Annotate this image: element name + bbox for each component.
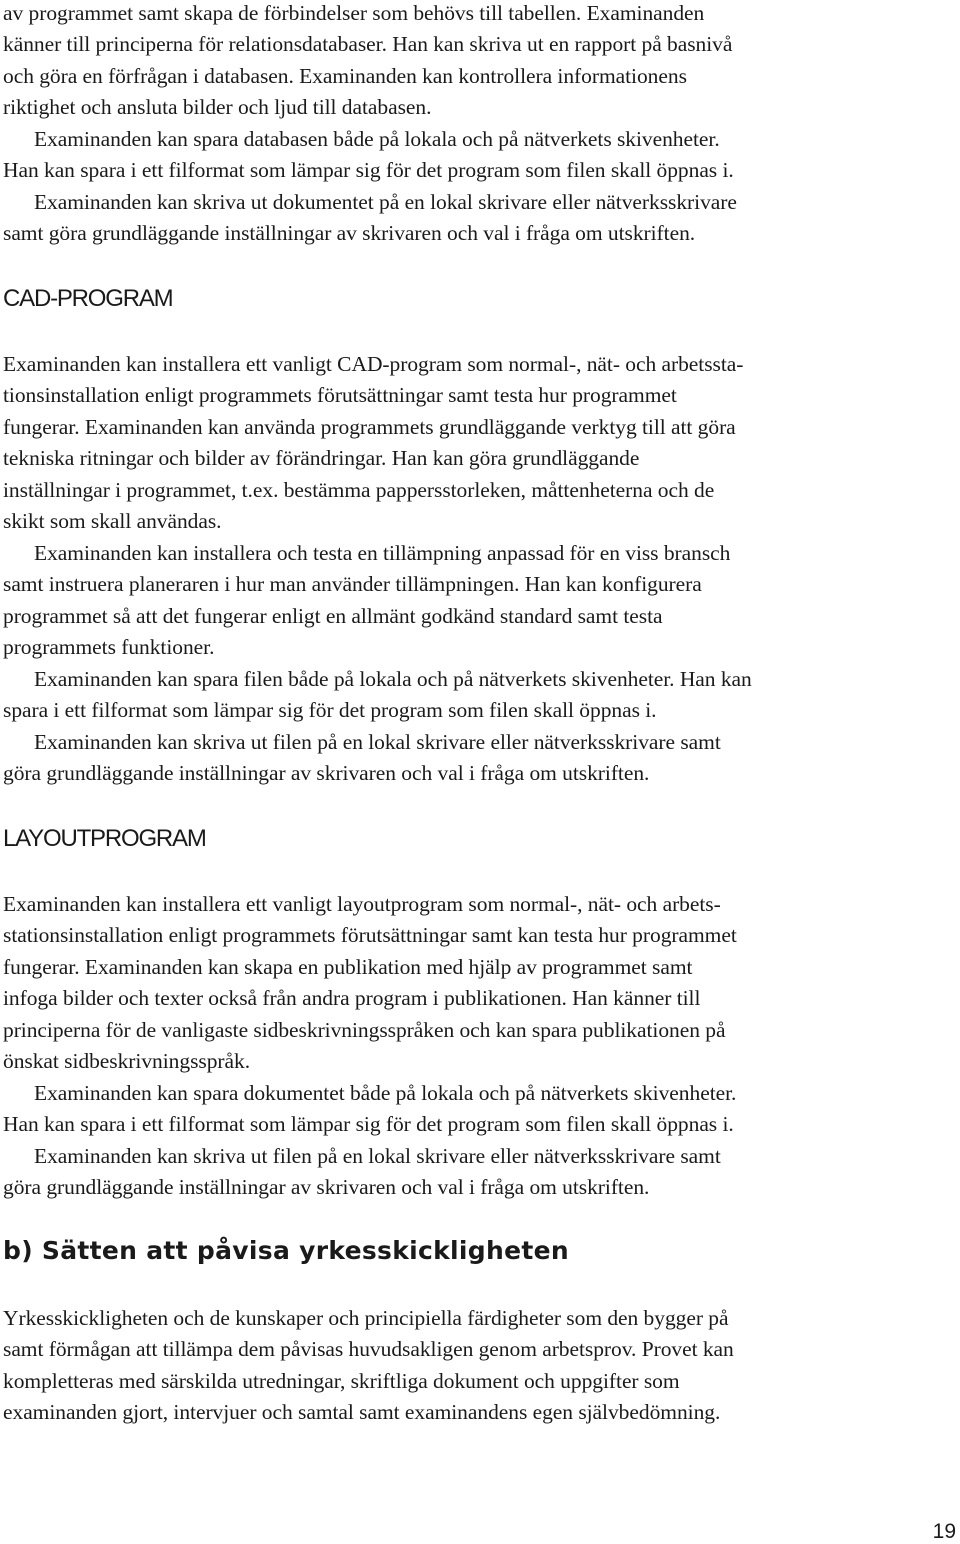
text-line: tekniska ritningar och bilder av förändringar. Han kan göra grundläggande	[3, 446, 640, 470]
text-line: principerna för de vanligaste sidbeskrivningsspråken och kan spara publikationen på	[3, 1018, 726, 1042]
text-line: Examinanden kan skriva ut filen på en lokal skrivare eller nätverksskrivare samt	[34, 730, 721, 754]
section-heading-b: b) Sätten att påvisa yrkesskickligheten	[3, 1236, 569, 1265]
section-heading-cad: CAD-PROGRAM	[3, 285, 173, 312]
text-line: spara i ett filformat som lämpar sig för det program som filen skall öppnas i.	[3, 698, 657, 722]
text-line: Han kan spara i ett filformat som lämpar sig för det program som filen skall öppnas i.	[3, 1112, 734, 1136]
text-line: Han kan spara i ett filformat som lämpar sig för det program som filen skall öppnas i.	[3, 158, 734, 182]
text-line: tionsinstallation enligt programmets förutsättningar samt testa hur programmet	[3, 383, 677, 407]
text-line: samt förmågan att tillämpa dem påvisas huvudsakligen genom arbetsprov. Provet kan	[3, 1337, 734, 1361]
text-line: Examinanden kan installera ett vanligt CAD-program som normal-, nät- och arbetssta-	[3, 352, 744, 376]
text-line: programmets funktioner.	[3, 635, 215, 659]
text-line: känner till principerna för relationsdatabaser. Han kan skriva ut en rapport på basnivå	[3, 32, 733, 56]
text-line: Examinanden kan skriva ut dokumentet på en lokal skrivare eller nätverksskrivare	[34, 190, 737, 214]
text-line: och göra en förfrågan i databasen. Examinanden kan kontrollera informationens	[3, 64, 687, 88]
text-line: fungerar. Examinanden kan använda programmets grundläggande verktyg till att göra	[3, 415, 736, 439]
text-line: riktighet och ansluta bilder och ljud till databasen.	[3, 95, 432, 119]
text-line: kompletteras med särskilda utredningar, skriftliga dokument och uppgifter som	[3, 1369, 680, 1393]
text-line: inställningar i programmet, t.ex. bestämma pappersstorleken, måttenheterna och de	[3, 478, 715, 502]
text-line: Examinanden kan spara databasen både på lokala och på nätverkets skivenheter.	[34, 127, 720, 151]
text-line: Examinanden kan spara filen både på lokala och på nätverkets skivenheter. Han kan	[34, 667, 752, 691]
text-line: av programmet samt skapa de förbindelser som behövs till tabellen. Examinanden	[3, 1, 705, 25]
section-heading-layout: LAYOUTPROGRAM	[3, 825, 206, 852]
text-line: göra grundläggande inställningar av skrivaren och val i fråga om utskriften.	[3, 1175, 650, 1199]
text-line: göra grundläggande inställningar av skrivaren och val i fråga om utskriften.	[3, 761, 650, 785]
page-number: 19	[932, 1520, 956, 1543]
text-line: önskat sidbeskrivningsspråk.	[3, 1049, 251, 1073]
text-line: Yrkesskickligheten och de kunskaper och principiella färdigheter som den bygger på	[3, 1306, 729, 1330]
text-line: infoga bilder och texter också från andra program i publikationen. Han känner till	[3, 986, 701, 1010]
text-line: Examinanden kan spara dokumentet både på lokala och på nätverkets skivenheter.	[34, 1081, 737, 1105]
text-line: Examinanden kan skriva ut filen på en lokal skrivare eller nätverksskrivare samt	[34, 1144, 721, 1168]
text-line: skikt som skall användas.	[3, 509, 222, 533]
text-line: stationsinstallation enligt programmets förutsättningar samt kan testa hur programmet	[3, 923, 737, 947]
text-line: examinanden gjort, intervjuer och samtal samt examinandens egen självbedömning.	[3, 1400, 721, 1424]
text-line: Examinanden kan installera och testa en tillämpning anpassad för en viss bransch	[34, 541, 731, 565]
text-line: samt göra grundläggande inställningar av skrivaren och val i fråga om utskriften.	[3, 221, 696, 245]
text-line: fungerar. Examinanden kan skapa en publikation med hjälp av programmet samt	[3, 955, 693, 979]
text-line: samt instruera planeraren i hur man använder tillämpningen. Han kan konfigurera	[3, 572, 702, 596]
text-line: programmet så att det fungerar enligt en allmänt godkänd standard samt testa	[3, 604, 663, 628]
text-line: Examinanden kan installera ett vanligt layoutprogram som normal-, nät- och arbets-	[3, 892, 721, 916]
